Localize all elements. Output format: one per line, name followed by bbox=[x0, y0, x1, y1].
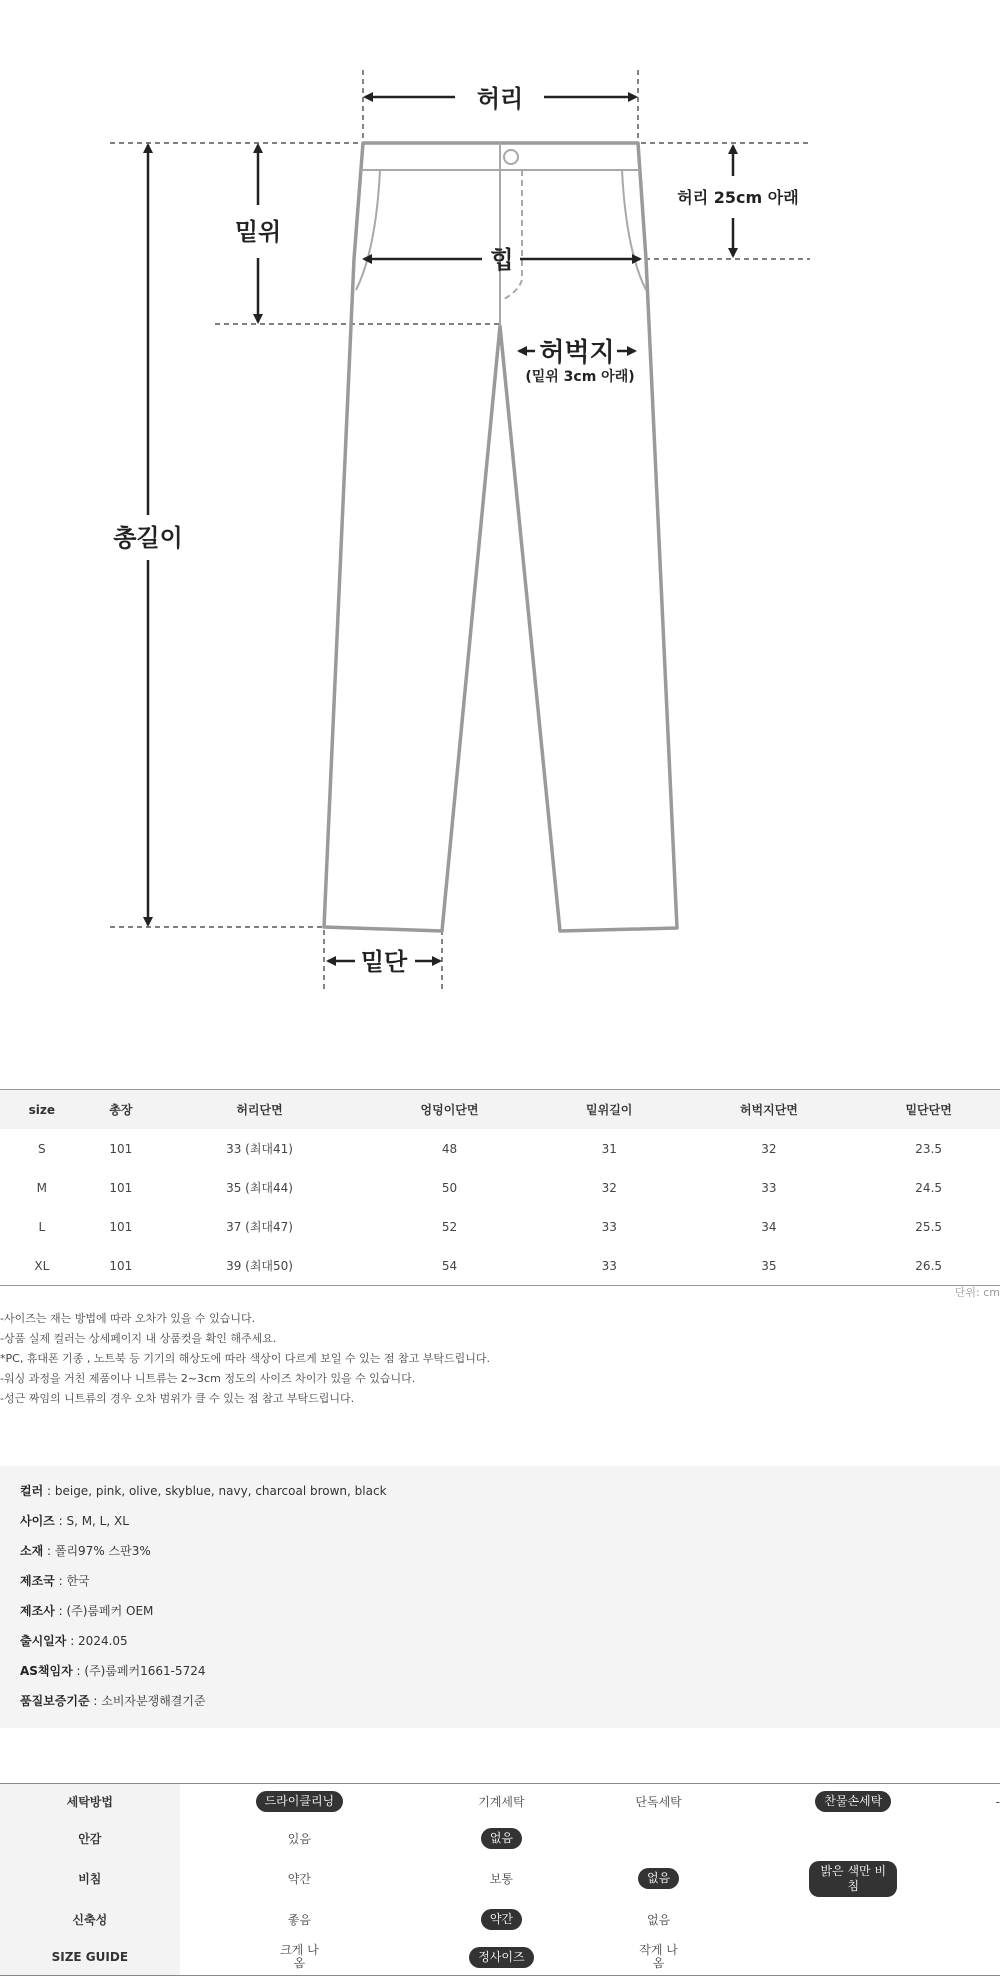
note-item: *PC, 휴대폰 기종 , 노트북 등 기기의 해상도에 따라 색상이 다르게 보일 수 있는 점 참고 부탁드립니다. bbox=[0, 1352, 491, 1365]
table-cell: 35 (최대44) bbox=[226, 1181, 293, 1195]
info-row-warranty bbox=[20, 1692, 206, 1709]
table-cell: 33 bbox=[601, 1219, 617, 1234]
info-value: : 한국 bbox=[54, 1574, 90, 1588]
col-header: 허벅지단면 bbox=[681, 1090, 858, 1130]
row-label: 안감 bbox=[0, 1820, 180, 1858]
care-row-sheer bbox=[0, 1858, 1000, 1900]
size-table bbox=[0, 1089, 1000, 1286]
table-row bbox=[0, 1207, 1000, 1246]
size-table-header bbox=[0, 1090, 1000, 1130]
care-row-wash bbox=[0, 1784, 1000, 1820]
info-value: : (주)룸페커 OEM bbox=[54, 1604, 154, 1618]
info-row-material bbox=[20, 1542, 151, 1559]
product-info bbox=[0, 1466, 1000, 1728]
total-length-label: 총길이 bbox=[113, 524, 183, 552]
col-header: 엉덩이단면 bbox=[361, 1090, 538, 1130]
info-label: 품질보증기준 bbox=[20, 1694, 90, 1708]
opt: 좋음 bbox=[287, 1913, 311, 1927]
info-label: 제조국 bbox=[20, 1574, 55, 1588]
info-value: : 소비자분쟁해결기준 bbox=[89, 1694, 206, 1708]
table-cell: S bbox=[38, 1141, 46, 1156]
note-item: -사이즈는 재는 방법에 따라 오차가 있을 수 있습니다. bbox=[0, 1312, 256, 1325]
info-label: 소재 bbox=[20, 1544, 44, 1558]
table-cell: 23.5 bbox=[915, 1141, 943, 1156]
table-cell: 54 bbox=[441, 1258, 458, 1273]
info-label: AS책임자 bbox=[20, 1664, 73, 1678]
opt: 없음 bbox=[647, 1913, 671, 1927]
table-row bbox=[0, 1246, 1000, 1286]
opt-selected: 정사이즈 bbox=[469, 1947, 533, 1968]
thigh-note: (밑위 3cm 아래) bbox=[525, 369, 635, 385]
info-label: 제조사 bbox=[20, 1604, 55, 1618]
row-label: 비침 bbox=[0, 1858, 180, 1900]
info-row-maker bbox=[20, 1602, 153, 1619]
pants-details bbox=[356, 143, 646, 326]
note-item: -워싱 과정을 거친 제품이나 니트류는 2~3cm 정도의 사이즈 차이가 있을 수 있습니다. bbox=[0, 1372, 416, 1385]
opt-selected: 밝은 색만 비침 bbox=[809, 1861, 897, 1897]
info-label: 출시일자 bbox=[20, 1634, 67, 1648]
info-value: : beige, pink, olive, skyblue, navy, charcoal brown, black bbox=[43, 1484, 387, 1498]
table-cell: 37 (최대47) bbox=[226, 1220, 293, 1234]
waist-label: 허리 bbox=[476, 85, 524, 113]
opt: 크게 나옴 bbox=[280, 1943, 319, 1971]
care-row-stretch bbox=[0, 1900, 1000, 1940]
opt-selected: 없음 bbox=[638, 1868, 679, 1889]
opt: 기계세탁 bbox=[478, 1795, 525, 1810]
hip-label: 힙 bbox=[490, 246, 514, 274]
info-row-as bbox=[20, 1662, 206, 1679]
table-cell: 101 bbox=[109, 1141, 133, 1156]
row-label: SIZE GUIDE bbox=[0, 1940, 180, 1976]
table-cell: 33 bbox=[761, 1180, 777, 1195]
table-cell: 39 (최대50) bbox=[226, 1259, 293, 1273]
info-value: : (주)룸페커1661-5724 bbox=[72, 1664, 206, 1678]
table-row bbox=[0, 1129, 1000, 1168]
row-label: 신축성 bbox=[0, 1900, 180, 1940]
col-header: 총장 bbox=[84, 1090, 158, 1130]
info-label: 사이즈 bbox=[20, 1514, 55, 1528]
info-value: : 폴리97% 스판3% bbox=[43, 1544, 151, 1558]
table-cell: XL bbox=[34, 1258, 50, 1273]
hem-label: 밑단 bbox=[360, 948, 408, 976]
col-header: 밑단단면 bbox=[857, 1090, 1000, 1130]
note-item: -상품 실제 컬러는 상세페이지 내 상품컷을 확인 해주세요. bbox=[0, 1332, 277, 1345]
unit-note: 단위: cm bbox=[954, 1286, 1000, 1299]
info-row-color bbox=[20, 1482, 387, 1499]
table-row bbox=[0, 1168, 1000, 1207]
info-value: : 2024.05 bbox=[66, 1634, 128, 1648]
table-cell: 101 bbox=[109, 1180, 133, 1195]
table-cell: 52 bbox=[441, 1219, 458, 1234]
table-cell: 33 bbox=[601, 1258, 617, 1273]
thigh-label: 허벅지 bbox=[539, 338, 615, 368]
info-row-country bbox=[20, 1572, 90, 1589]
table-cell: 31 bbox=[601, 1141, 617, 1156]
opt-selected: 드라이클리닝 bbox=[256, 1791, 344, 1812]
table-cell: 32 bbox=[761, 1141, 777, 1156]
opt-selected: 찬물손세탁 bbox=[815, 1791, 891, 1812]
opt-selected: 없음 bbox=[481, 1828, 522, 1849]
table-cell: 101 bbox=[109, 1258, 133, 1273]
info-label: 컬러 bbox=[20, 1484, 44, 1498]
size-notes bbox=[0, 1309, 490, 1409]
care-row-lining bbox=[0, 1820, 1000, 1858]
opt: 보통 bbox=[489, 1872, 514, 1886]
table-cell: L bbox=[38, 1219, 46, 1234]
table-cell: 34 bbox=[761, 1219, 777, 1234]
table-cell: 101 bbox=[109, 1219, 133, 1234]
opt-extra: - bbox=[995, 1794, 1000, 1809]
opt: 단독세탁 bbox=[635, 1795, 682, 1810]
table-cell: 35 bbox=[761, 1258, 777, 1273]
table-cell: 48 bbox=[441, 1141, 458, 1156]
col-header: size bbox=[0, 1090, 84, 1130]
info-value: : S, M, L, XL bbox=[54, 1514, 129, 1528]
care-row-fit bbox=[0, 1940, 1000, 1976]
care-table bbox=[0, 1783, 1000, 1976]
table-cell: 33 (최대41) bbox=[226, 1142, 293, 1156]
rise-label: 밑위 bbox=[234, 218, 282, 246]
table-cell: 25.5 bbox=[915, 1219, 943, 1234]
info-row-release bbox=[20, 1632, 128, 1649]
table-cell: 50 bbox=[441, 1180, 458, 1195]
opt-selected: 약간 bbox=[481, 1909, 522, 1930]
opt: 있음 bbox=[287, 1832, 311, 1846]
waist-25-label: 허리 25cm 아래 bbox=[677, 188, 799, 207]
note-item: -성근 짜임의 니트류의 경우 오차 범위가 클 수 있는 점 참고 부탁드립니다. bbox=[0, 1392, 355, 1405]
opt: 작게 나옴 bbox=[639, 1943, 678, 1971]
opt: 약간 bbox=[287, 1872, 311, 1886]
table-cell: 32 bbox=[601, 1180, 617, 1195]
row-label: 세탁방법 bbox=[0, 1784, 180, 1820]
table-cell: M bbox=[36, 1180, 48, 1195]
guide-lines bbox=[110, 70, 810, 990]
table-cell: 24.5 bbox=[915, 1180, 943, 1195]
table-cell: 26.5 bbox=[915, 1258, 943, 1273]
col-header: 허리단면 bbox=[158, 1090, 361, 1130]
info-row-size bbox=[20, 1512, 129, 1529]
col-header: 밑위길이 bbox=[538, 1090, 681, 1130]
